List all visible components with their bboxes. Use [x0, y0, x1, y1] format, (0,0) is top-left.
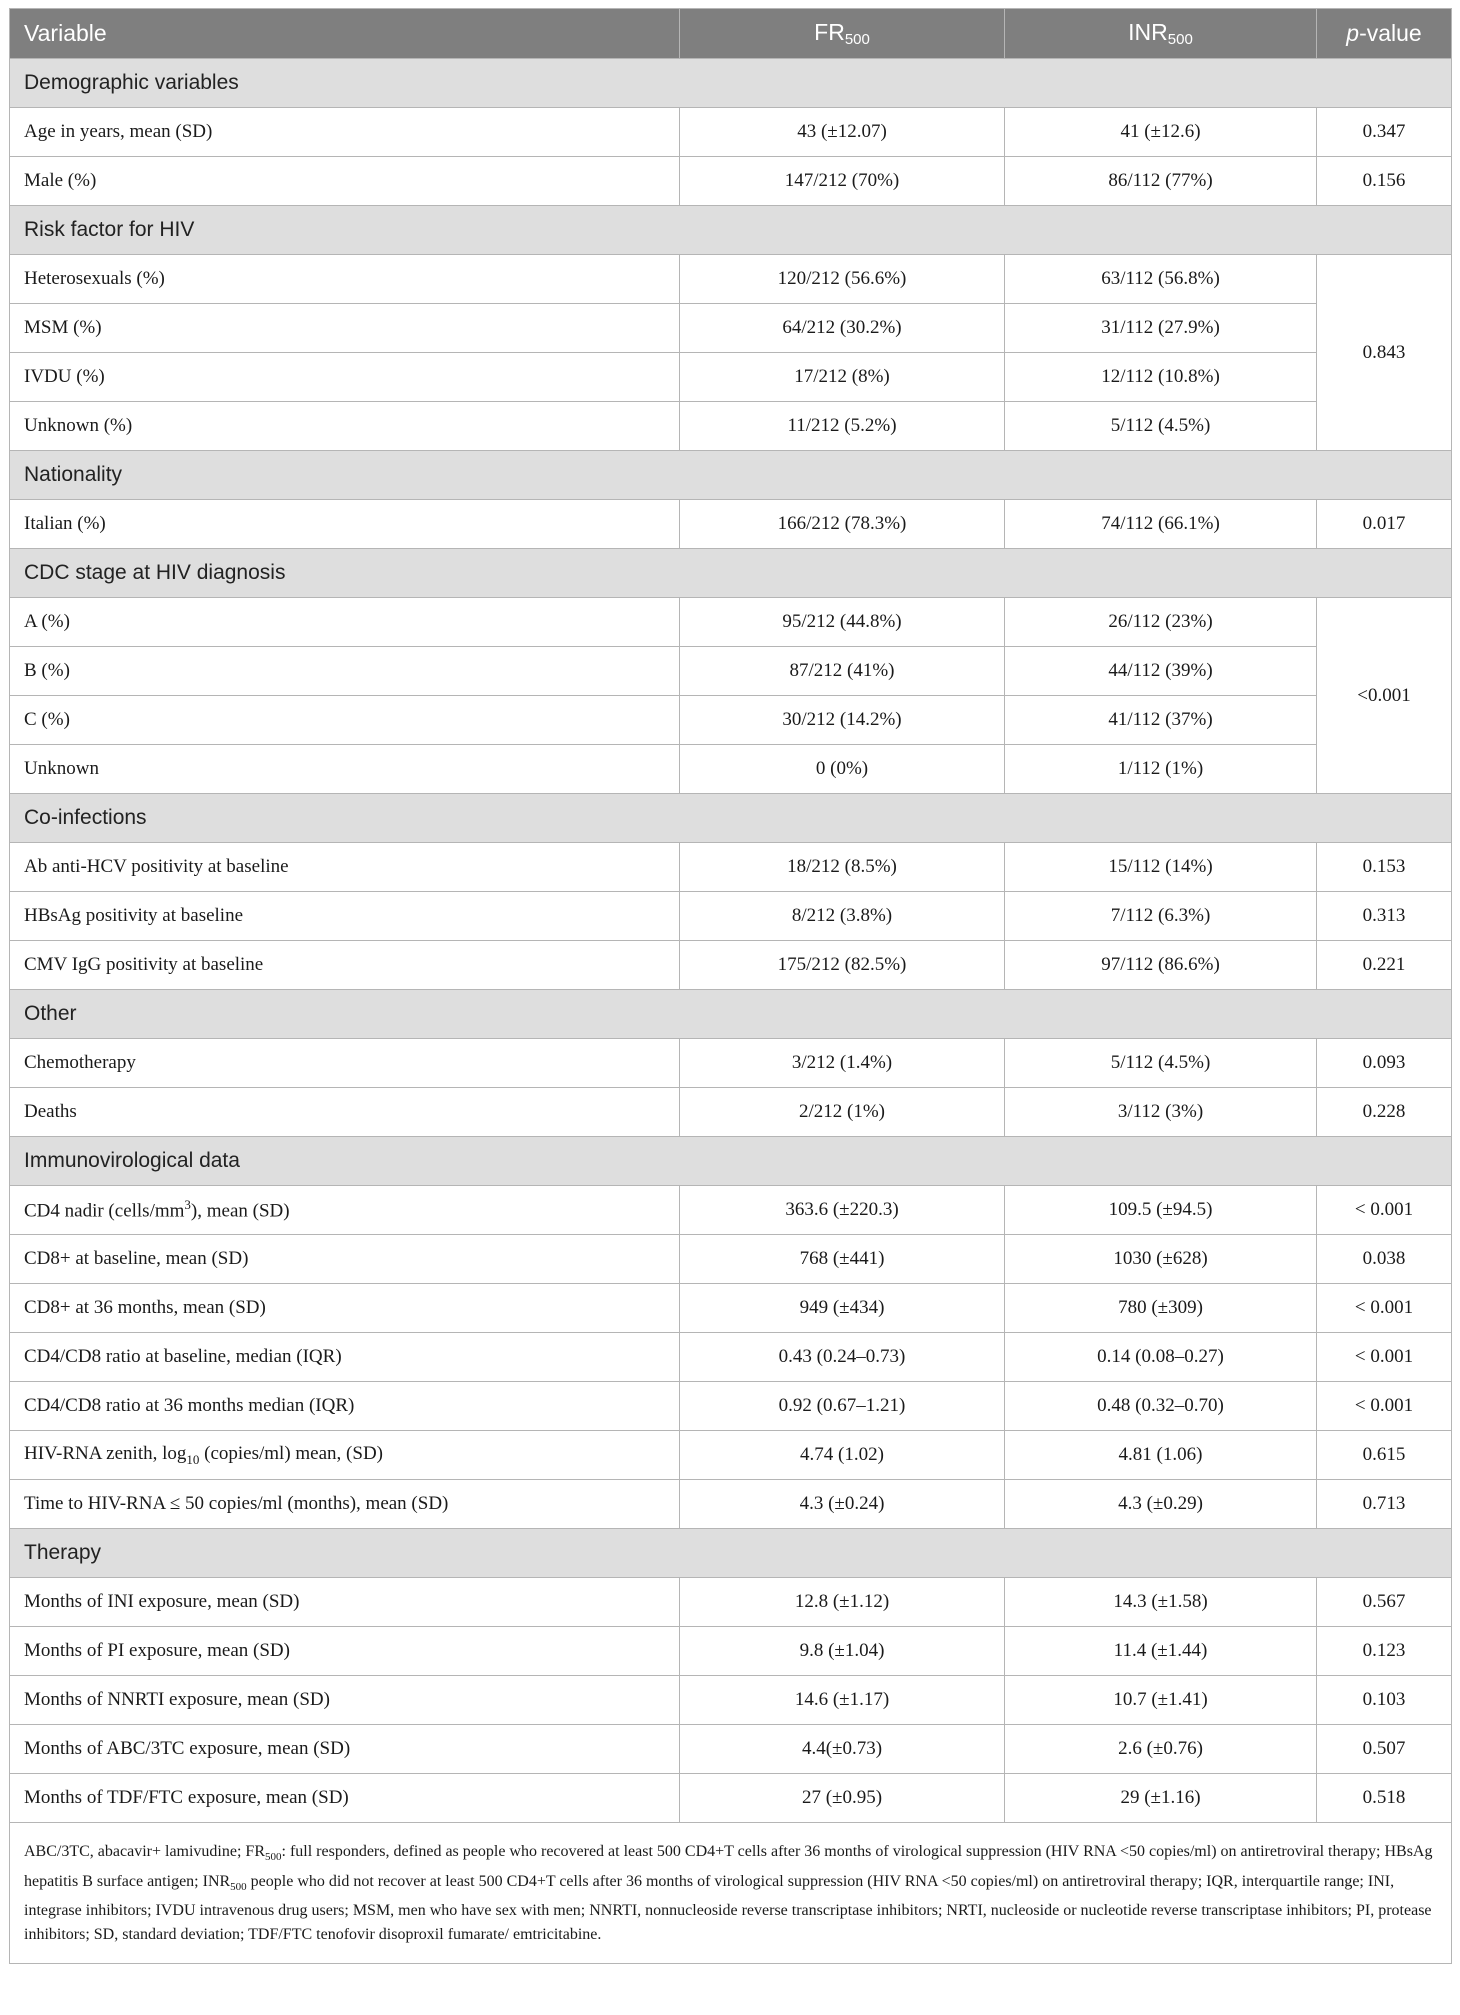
cell-variable [10, 1431, 680, 1480]
cell-inr500: 4.81 (1.06) [1005, 1431, 1317, 1480]
footnote [10, 1823, 1452, 1964]
cell-variable: Months of PI exposure, mean (SD) [10, 1627, 680, 1676]
section-row [10, 1137, 1452, 1186]
table-row [10, 1284, 1452, 1333]
section-row [10, 59, 1452, 108]
cell-inr500: 1/112 (1%) [1005, 745, 1317, 794]
section-title: Risk factor for HIV [10, 206, 1452, 255]
table-row [10, 1578, 1452, 1627]
cell-fr500: 120/212 (56.6%) [680, 255, 1005, 304]
header-variable: Variable [10, 9, 680, 59]
cell-fr500: 18/212 (8.5%) [680, 843, 1005, 892]
table-row [10, 843, 1452, 892]
section-title: CDC stage at HIV diagnosis [10, 549, 1452, 598]
section-title: Co-infections [10, 794, 1452, 843]
cell-p-value: < 0.001 [1317, 1333, 1452, 1382]
table-row [10, 1382, 1452, 1431]
cell-variable: Months of NNRTI exposure, mean (SD) [10, 1676, 680, 1725]
header-p-value [1317, 9, 1452, 59]
section-title: Therapy [10, 1529, 1452, 1578]
cell-variable: CD8+ at baseline, mean (SD) [10, 1235, 680, 1284]
cell-variable: C (%) [10, 696, 680, 745]
cell-fr500: 0.43 (0.24–0.73) [680, 1333, 1005, 1382]
cell-fr500: 147/212 (70%) [680, 157, 1005, 206]
table-row [10, 696, 1452, 745]
cell-variable: Heterosexuals (%) [10, 255, 680, 304]
footnote-row [10, 1823, 1452, 1964]
table-row [10, 745, 1452, 794]
cell-fr500: 0.92 (0.67–1.21) [680, 1382, 1005, 1431]
header-inr500 [1005, 9, 1317, 59]
cell-fr500: 87/212 (41%) [680, 647, 1005, 696]
cell-p-value: 0.156 [1317, 157, 1452, 206]
section-row [10, 549, 1452, 598]
cell-inr500: 74/112 (66.1%) [1005, 500, 1317, 549]
table-row [10, 941, 1452, 990]
cell-variable: IVDU (%) [10, 353, 680, 402]
section-row [10, 794, 1452, 843]
footnote-subscript: 500 [265, 1851, 282, 1863]
cell-p-value: 0.567 [1317, 1578, 1452, 1627]
cell-variable: MSM (%) [10, 304, 680, 353]
cell-inr500: 11.4 (±1.44) [1005, 1627, 1317, 1676]
table-row [10, 1676, 1452, 1725]
table-header [10, 9, 1452, 59]
header-fr500 [680, 9, 1005, 59]
cell-p-value: 0.038 [1317, 1235, 1452, 1284]
cell-fr500: 4.4(±0.73) [680, 1725, 1005, 1774]
cell-p-value: 0.615 [1317, 1431, 1452, 1480]
section-title: Nationality [10, 451, 1452, 500]
table-row [10, 1039, 1452, 1088]
cell-inr500: 14.3 (±1.58) [1005, 1578, 1317, 1627]
cell-p-value-group: <0.001 [1317, 598, 1452, 794]
table-row [10, 1627, 1452, 1676]
cell-inr500: 41/112 (37%) [1005, 696, 1317, 745]
table-row [10, 1431, 1452, 1480]
cell-variable: Months of INI exposure, mean (SD) [10, 1578, 680, 1627]
cell-variable: Age in years, mean (SD) [10, 108, 680, 157]
table-row [10, 1235, 1452, 1284]
cell-fr500: 64/212 (30.2%) [680, 304, 1005, 353]
header-fr-sub: 500 [844, 31, 870, 48]
header-p-italic: p [1346, 20, 1360, 46]
cell-variable-part: (copies/ml) mean, (SD) [199, 1442, 383, 1464]
cell-inr500: 780 (±309) [1005, 1284, 1317, 1333]
cell-inr500: 44/112 (39%) [1005, 647, 1317, 696]
cell-variable: Months of TDF/FTC exposure, mean (SD) [10, 1774, 680, 1823]
header-p-rest: -value [1359, 20, 1422, 46]
cell-inr500: 2.6 (±0.76) [1005, 1725, 1317, 1774]
cell-variable: CMV IgG positivity at baseline [10, 941, 680, 990]
footnote-part: : full responders, defined as people who recovered at least 500 CD4+T cells after 36 months of virological suppression (HIV RNA <50 copies/ml) on antiretroviral therapy; HBsAg hepatitis B surface antigen; INR [24, 1842, 1433, 1890]
cell-variable-part: HIV-RNA zenith, log [24, 1442, 187, 1464]
header-inr-sub: 500 [1167, 31, 1193, 48]
subscript: 10 [186, 1451, 200, 1467]
cell-inr500: 15/112 (14%) [1005, 843, 1317, 892]
cell-fr500: 175/212 (82.5%) [680, 941, 1005, 990]
footnote-part: ABC/3TC, abacavir+ lamivudine; FR [24, 1842, 265, 1860]
header-row [10, 9, 1452, 59]
cell-fr500: 14.6 (±1.17) [680, 1676, 1005, 1725]
cell-variable: CD8+ at 36 months, mean (SD) [10, 1284, 680, 1333]
cell-p-value: 0.123 [1317, 1627, 1452, 1676]
footnote-subscript: 500 [230, 1880, 247, 1893]
cell-fr500: 2/212 (1%) [680, 1088, 1005, 1137]
section-row [10, 990, 1452, 1039]
cell-p-value-group: 0.843 [1317, 255, 1452, 451]
cell-fr500: 30/212 (14.2%) [680, 696, 1005, 745]
cell-p-value: < 0.001 [1317, 1284, 1452, 1333]
cell-fr500: 166/212 (78.3%) [680, 500, 1005, 549]
cell-p-value: 0.017 [1317, 500, 1452, 549]
table-row [10, 892, 1452, 941]
table-row [10, 353, 1452, 402]
cell-inr500: 1030 (±628) [1005, 1235, 1317, 1284]
cell-inr500: 0.14 (0.08–0.27) [1005, 1333, 1317, 1382]
cell-p-value: < 0.001 [1317, 1382, 1452, 1431]
cell-inr500: 109.5 (±94.5) [1005, 1186, 1317, 1235]
table-row [10, 255, 1452, 304]
data-table [9, 8, 1452, 1964]
cell-inr500: 26/112 (23%) [1005, 598, 1317, 647]
table-row [10, 647, 1452, 696]
cell-p-value: 0.093 [1317, 1039, 1452, 1088]
table-row [10, 1333, 1452, 1382]
section-title: Demographic variables [10, 59, 1452, 108]
cell-p-value: 0.153 [1317, 843, 1452, 892]
cell-variable: A (%) [10, 598, 680, 647]
footnote-part: people who did not recover at least 500 CD4+T cells after 36 months of virological suppression (HIV RNA <50 copies/ml) on antiretroviral therapy; IQR, interquartile range; INI, integrase inhibitors; IVDU intravenous drug users; MSM, men who have sex with men; NNRTI, nonnucleoside reverse transcriptase inhibitors; NRTI, nucleoside or nucleotide reverse transcriptase inhibitors; PI, protease inhibitors; SD, standard deviation; TDF/FTC tenofovir disoproxil fumarate/ emtricitabine. [24, 1872, 1432, 1943]
cell-p-value: < 0.001 [1317, 1186, 1452, 1235]
cell-inr500: 7/112 (6.3%) [1005, 892, 1317, 941]
cell-variable-part: ), mean (SD) [190, 1200, 290, 1222]
cell-inr500: 5/112 (4.5%) [1005, 1039, 1317, 1088]
cell-inr500: 3/112 (3%) [1005, 1088, 1317, 1137]
cell-fr500: 768 (±441) [680, 1235, 1005, 1284]
cell-fr500: 9.8 (±1.04) [680, 1627, 1005, 1676]
cell-variable: Unknown [10, 745, 680, 794]
cell-inr500: 97/112 (86.6%) [1005, 941, 1317, 990]
table-row [10, 157, 1452, 206]
cell-fr500: 8/212 (3.8%) [680, 892, 1005, 941]
section-row [10, 1529, 1452, 1578]
cell-variable: Unknown (%) [10, 402, 680, 451]
cell-inr500: 29 (±1.16) [1005, 1774, 1317, 1823]
cell-fr500: 4.3 (±0.24) [680, 1480, 1005, 1529]
cell-inr500: 12/112 (10.8%) [1005, 353, 1317, 402]
table-row [10, 108, 1452, 157]
cell-inr500: 4.3 (±0.29) [1005, 1480, 1317, 1529]
section-row [10, 451, 1452, 500]
cell-variable: Ab anti-HCV positivity at baseline [10, 843, 680, 892]
cell-variable: CD4/CD8 ratio at 36 months median (IQR) [10, 1382, 680, 1431]
cell-variable: Months of ABC/3TC exposure, mean (SD) [10, 1725, 680, 1774]
cell-variable: Italian (%) [10, 500, 680, 549]
cell-p-value: 0.507 [1317, 1725, 1452, 1774]
cell-inr500: 86/112 (77%) [1005, 157, 1317, 206]
header-inr-main: INR [1128, 19, 1168, 45]
cell-fr500: 363.6 (±220.3) [680, 1186, 1005, 1235]
cell-fr500: 3/212 (1.4%) [680, 1039, 1005, 1088]
table-row [10, 304, 1452, 353]
table-row [10, 1480, 1452, 1529]
cell-p-value: 0.221 [1317, 941, 1452, 990]
cell-inr500: 0.48 (0.32–0.70) [1005, 1382, 1317, 1431]
cell-variable: Male (%) [10, 157, 680, 206]
header-fr-main: FR [814, 19, 845, 45]
cell-fr500: 17/212 (8%) [680, 353, 1005, 402]
cell-p-value: 0.713 [1317, 1480, 1452, 1529]
cell-fr500: 4.74 (1.02) [680, 1431, 1005, 1480]
cell-p-value: 0.518 [1317, 1774, 1452, 1823]
cell-p-value: 0.228 [1317, 1088, 1452, 1137]
table-row [10, 500, 1452, 549]
cell-fr500: 949 (±434) [680, 1284, 1005, 1333]
cell-inr500: 31/112 (27.9%) [1005, 304, 1317, 353]
cell-fr500: 27 (±0.95) [680, 1774, 1005, 1823]
cell-fr500: 0 (0%) [680, 745, 1005, 794]
section-title: Other [10, 990, 1452, 1039]
cell-fr500: 95/212 (44.8%) [680, 598, 1005, 647]
cell-variable: Chemotherapy [10, 1039, 680, 1088]
superscript: 3 [184, 1197, 191, 1213]
cell-variable: Deaths [10, 1088, 680, 1137]
table-body [10, 59, 1452, 1964]
cell-variable: HBsAg positivity at baseline [10, 892, 680, 941]
section-title: Immunovirological data [10, 1137, 1452, 1186]
table-row [10, 1088, 1452, 1137]
cell-variable-part: CD4 nadir (cells/mm [24, 1200, 185, 1222]
cell-fr500: 43 (±12.07) [680, 108, 1005, 157]
cell-variable: B (%) [10, 647, 680, 696]
table-row [10, 1725, 1452, 1774]
cell-inr500: 63/112 (56.8%) [1005, 255, 1317, 304]
cell-p-value: 0.347 [1317, 108, 1452, 157]
table-row [10, 1774, 1452, 1823]
cell-inr500: 10.7 (±1.41) [1005, 1676, 1317, 1725]
cell-p-value: 0.103 [1317, 1676, 1452, 1725]
cell-inr500: 5/112 (4.5%) [1005, 402, 1317, 451]
section-row [10, 206, 1452, 255]
cell-fr500: 11/212 (5.2%) [680, 402, 1005, 451]
cell-inr500: 41 (±12.6) [1005, 108, 1317, 157]
cell-variable: Time to HIV-RNA ≤ 50 copies/ml (months), mean (SD) [10, 1480, 680, 1529]
table-row [10, 1186, 1452, 1235]
cell-variable: CD4/CD8 ratio at baseline, median (IQR) [10, 1333, 680, 1382]
cell-p-value: 0.313 [1317, 892, 1452, 941]
table-row [10, 402, 1452, 451]
cell-variable [10, 1186, 680, 1235]
table-row [10, 598, 1452, 647]
cell-fr500: 12.8 (±1.12) [680, 1578, 1005, 1627]
